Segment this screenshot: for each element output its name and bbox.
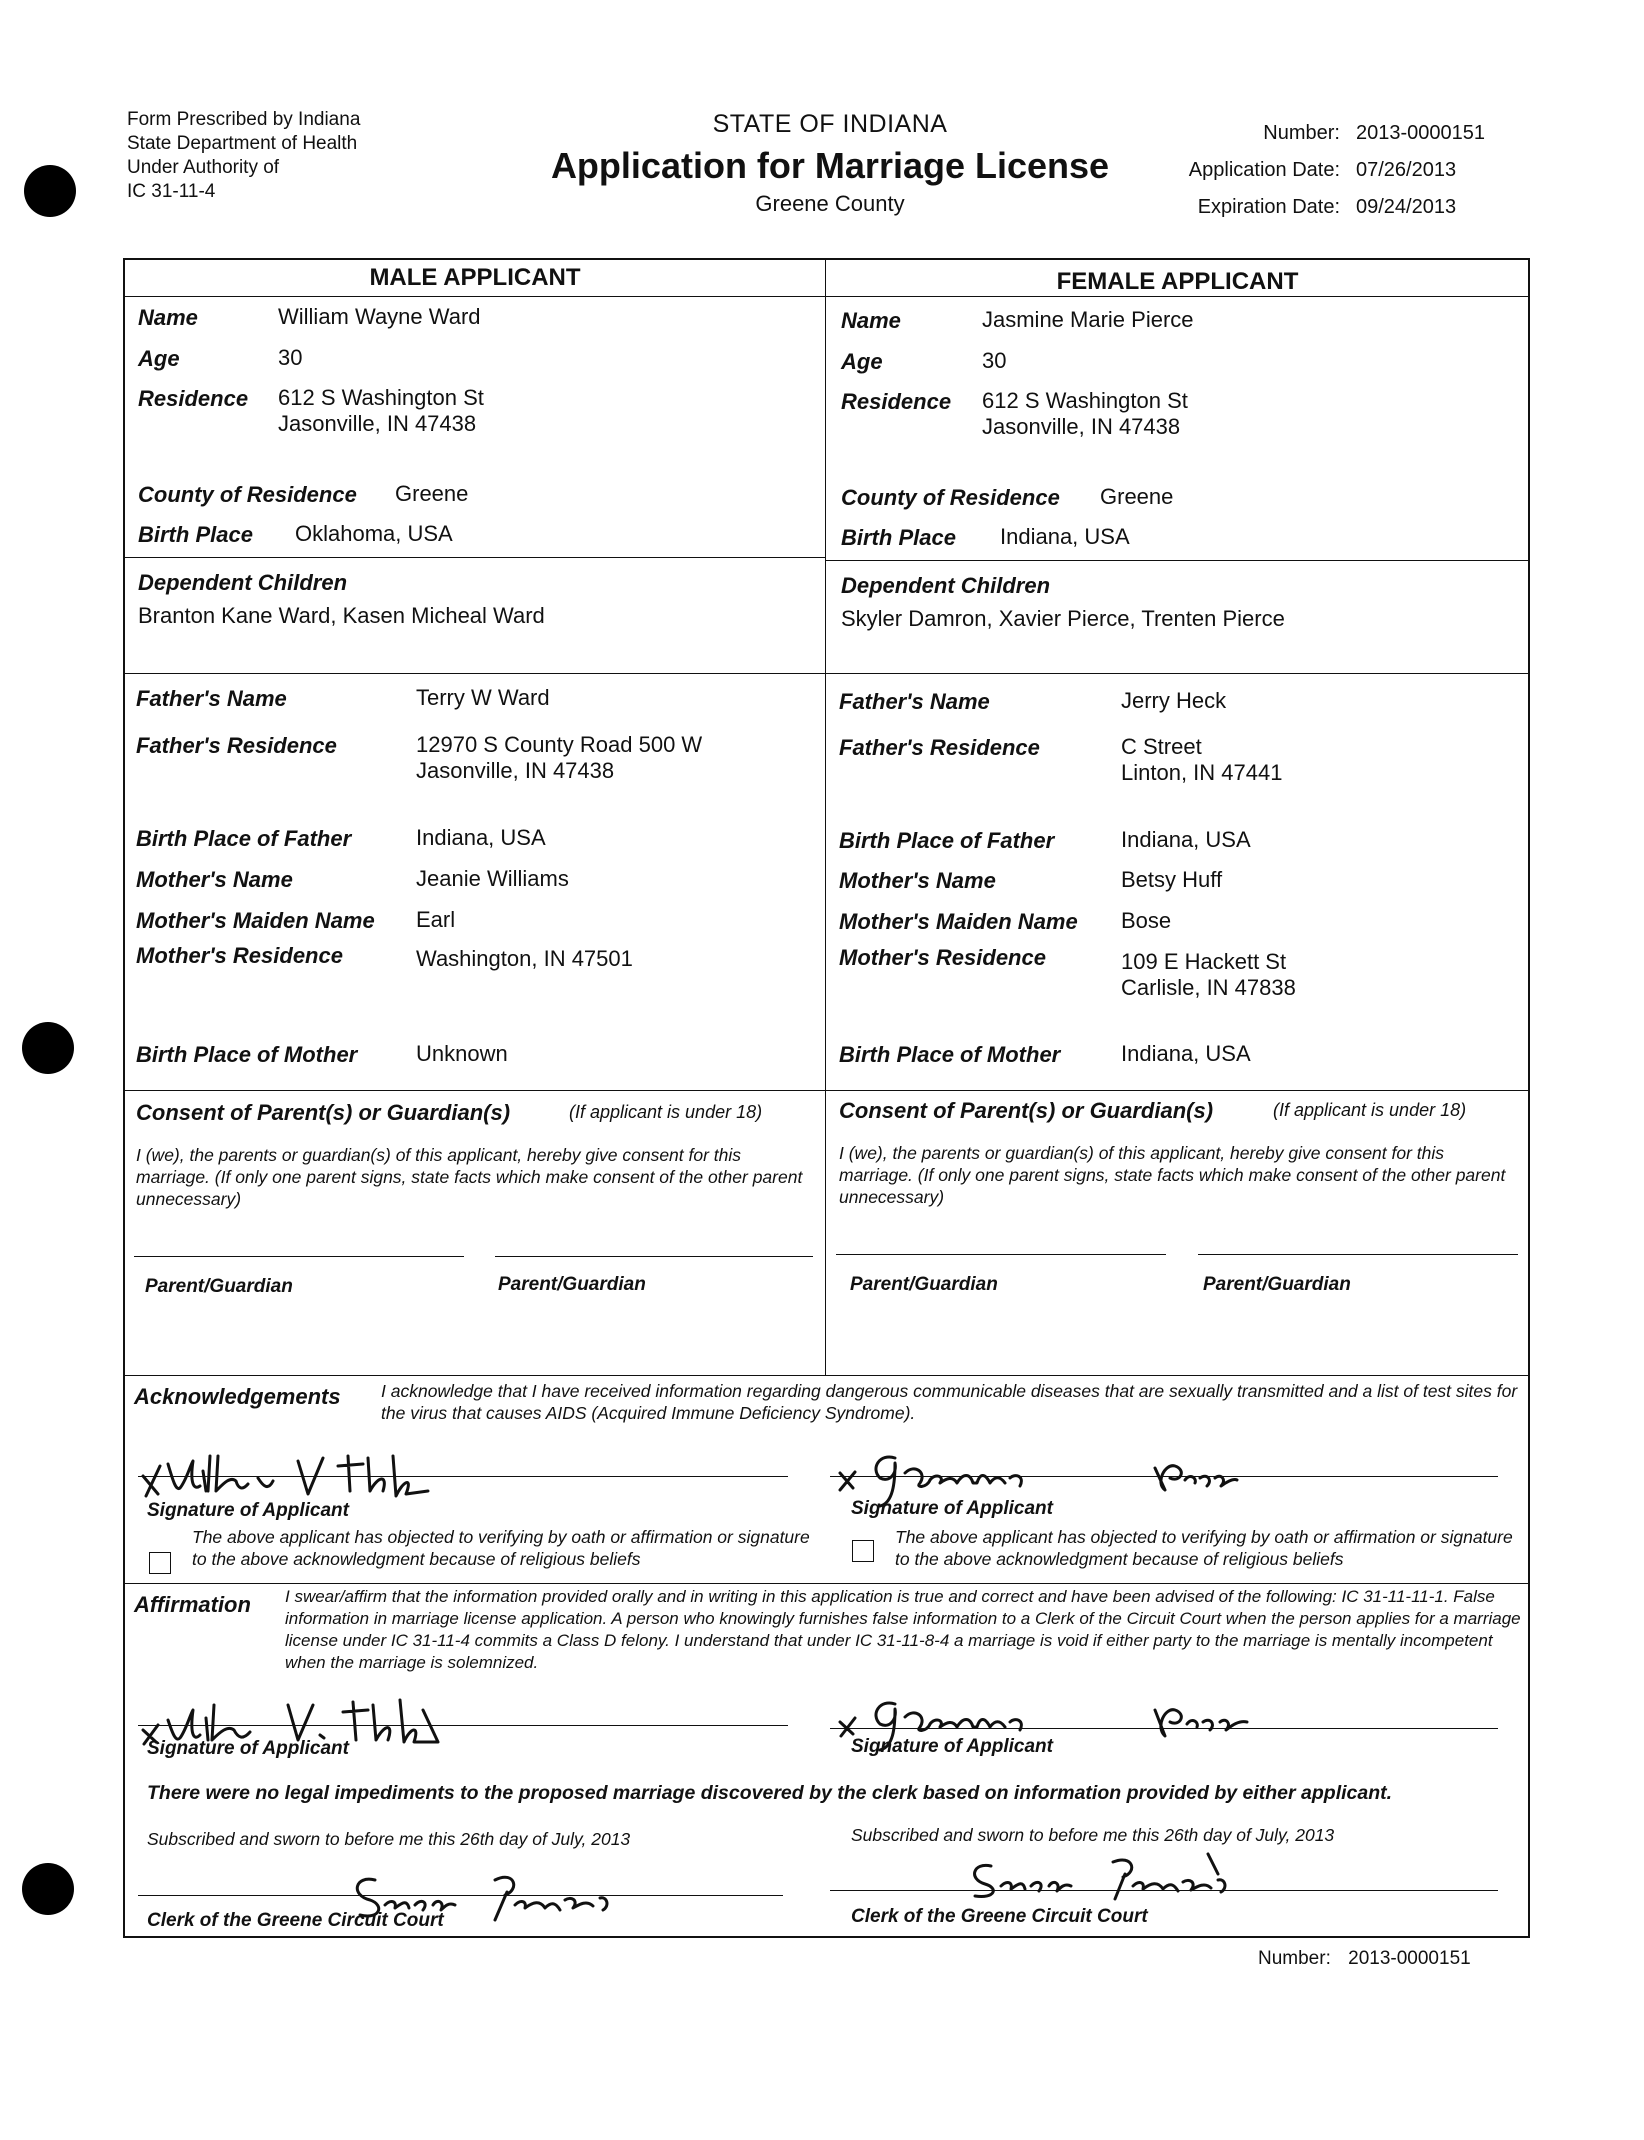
male-name: William Wayne Ward [278, 304, 481, 329]
female-age-label: Age [841, 349, 883, 374]
female-residence-line-1: 612 S Washington St [982, 388, 1188, 413]
female-mother-name: Betsy Huff [1121, 867, 1223, 892]
prescribed-line-1: Form Prescribed by Indiana [127, 109, 361, 130]
female-clerk-label: Clerk of the Greene Circuit Court [851, 1906, 1148, 1927]
female-consent-text: I (we), the parents or guardian(s) of this applicant, hereby give consent for this marriage. (If only one parent signs, state facts which make consent of the other parent unnecessary) [839, 1143, 1506, 1207]
female-applicant-title: FEMALE APPLICANT [1056, 268, 1299, 295]
male-residence-label: Residence [138, 386, 249, 411]
footer-number-value: 2013-0000151 [1348, 1948, 1471, 1969]
female-mother-res-line-1: 109 E Hackett St [1121, 949, 1287, 974]
male-children-label: Dependent Children [138, 570, 348, 595]
male-applicant-title: MALE APPLICANT [369, 264, 581, 291]
female-mother-name-label: Mother's Name [839, 868, 996, 893]
male-father-res-line-1: 12970 S County Road 500 W [416, 732, 703, 757]
male-clerk-signature-line[interactable] [138, 1895, 783, 1896]
male-aff-signature-line[interactable] [138, 1725, 788, 1726]
prescribed-line-4: IC 31-11-4 [127, 181, 216, 202]
state-name: STATE OF INDIANA [712, 110, 948, 138]
male-consent-heading: Consent of Parent(s) or Guardian(s) [136, 1100, 511, 1125]
acknowledgements-text: I acknowledge that I have received information regarding dangerous communicable diseases that are sexually transmitted and a list of test sites for the virus that causes AIDS (Acquired Immune Deficiency Syndrome). [381, 1381, 1518, 1423]
male-father-name: Terry W Ward [416, 685, 550, 710]
expiration-date-label: Expiration Date: [1197, 196, 1340, 218]
female-parent-signature-line-2[interactable] [1198, 1254, 1518, 1255]
male-mother-name-label: Mother's Name [136, 867, 293, 892]
female-name-label: Name [841, 308, 901, 333]
male-father-birth-label: Birth Place of Father [136, 826, 352, 851]
male-consent-note: (If applicant is under 18) [569, 1102, 763, 1122]
form-title: Application for Marriage License [550, 145, 1110, 186]
application-date: 07/26/2013 [1356, 159, 1457, 181]
male-birth-place-label: Birth Place [138, 522, 253, 547]
title-row-divider [125, 296, 1530, 297]
female-father-birth: Indiana, USA [1121, 827, 1251, 852]
prescribed-line-3: Under Authority of [127, 157, 280, 178]
female-mother-birth: Indiana, USA [1121, 1041, 1251, 1066]
male-aff-signature-label: Signature of Applicant [147, 1738, 349, 1759]
female-objection-checkbox[interactable] [852, 1540, 874, 1562]
affirmation-text: I swear/affirm that the information provided orally and in writing in this application is true and correct and have been advised of the following: IC 31-11-11-1. False information in marriage license application. A person who knowingly furnishes false information to a Clerk of the Circuit Court when the person applies for a marriage license under IC 31-11-4 commits a Class D felony. I understand that under IC 31-11-8-4 a marriage is void if either party to the marriage is mentally incompetent when the marriage is solemnized. [285, 1587, 1521, 1672]
male-children: Branton Kane Ward, Kasen Micheal Ward [138, 603, 545, 628]
affirmation-heading: Affirmation [134, 1592, 251, 1617]
male-parent-signature-line-2[interactable] [495, 1256, 813, 1257]
male-county-label: County of Residence [138, 482, 357, 507]
female-father-res-label: Father's Residence [839, 735, 1040, 760]
female-father-res-line-1: C Street [1121, 734, 1202, 759]
female-subscribed-text: Subscribed and sworn to before me this 26th day of July, 2013 [851, 1825, 1335, 1845]
male-mother-res-label: Mother's Residence [136, 943, 343, 968]
female-clerk-signature [963, 1844, 1283, 1904]
male-father-name-label: Father's Name [136, 686, 287, 711]
female-mother-maiden-label: Mother's Maiden Name [839, 909, 1078, 934]
male-mother-name: Jeanie Williams [416, 866, 569, 891]
punch-hole-bottom [22, 1863, 74, 1915]
ack-divider [125, 1375, 1530, 1376]
punch-hole-middle [22, 1022, 74, 1074]
female-parent-guardian-label-2: Parent/Guardian [1203, 1274, 1351, 1295]
female-aff-signature-label: Signature of Applicant [851, 1736, 1053, 1757]
male-clerk-label: Clerk of the Greene Circuit Court [147, 1910, 444, 1931]
female-name: Jasmine Marie Pierce [982, 307, 1194, 332]
female-mother-birth-label: Birth Place of Mother [839, 1042, 1061, 1067]
female-father-res-line-2: Linton, IN 47441 [1121, 760, 1283, 785]
female-birth-place: Indiana, USA [1000, 524, 1130, 549]
form-heading [500, 110, 1160, 217]
female-consent-note: (If applicant is under 18) [1273, 1100, 1467, 1120]
female-residence-label: Residence [841, 389, 952, 414]
female-consent-heading: Consent of Parent(s) or Guardian(s) [839, 1098, 1214, 1123]
male-mother-res-line-1: Washington, IN 47501 [416, 946, 633, 971]
male-parent-guardian-label-1: Parent/Guardian [145, 1276, 293, 1297]
female-parent-guardian-label-1: Parent/Guardian [850, 1274, 998, 1295]
male-age: 30 [278, 345, 303, 370]
male-name-label: Name [138, 305, 198, 330]
male-mother-maiden: Earl [416, 907, 456, 932]
male-subscribed-text: Subscribed and sworn to before me this 26th day of July, 2013 [147, 1829, 631, 1849]
female-ack-signature-line[interactable] [830, 1476, 1498, 1477]
application-form [123, 258, 1530, 1938]
female-children-label: Dependent Children [841, 573, 1051, 598]
female-parent-signature-line-1[interactable] [836, 1254, 1166, 1255]
female-mother-maiden: Bose [1121, 908, 1172, 933]
male-parent-guardian-label-2: Parent/Guardian [498, 1274, 646, 1295]
male-consent-text: I (we), the parents or guardian(s) of this applicant, hereby give consent for this marriage. (If only one parent signs, state facts which make consent of the other parent unnecessary) [136, 1145, 803, 1209]
female-father-name-label: Father's Name [839, 689, 990, 714]
male-residence-line-1: 612 S Washington St [278, 385, 484, 410]
male-father-res-label: Father's Residence [136, 733, 337, 758]
female-children: Skyler Damron, Xavier Pierce, Trenten Pierce [841, 606, 1285, 631]
footer-number [1258, 1948, 1471, 1970]
female-children-divider [825, 560, 1530, 561]
male-objection-checkbox[interactable] [149, 1552, 171, 1574]
female-birth-place-label: Birth Place [841, 525, 956, 550]
male-county: Greene [395, 481, 469, 506]
female-residence-line-2: Jasonville, IN 47438 [982, 414, 1181, 439]
male-parent-signature-line-1[interactable] [134, 1256, 464, 1257]
male-children-divider [125, 557, 825, 558]
male-mother-maiden-label: Mother's Maiden Name [136, 908, 375, 933]
female-ack-signature [835, 1428, 1255, 1508]
male-ack-signature-label: Signature of Applicant [147, 1500, 349, 1521]
number-label: Number: [1263, 122, 1340, 144]
female-father-birth-label: Birth Place of Father [839, 828, 1055, 853]
male-age-label: Age [138, 346, 180, 371]
acknowledgements-heading: Acknowledgements [134, 1384, 341, 1409]
county-name: Greene County [755, 191, 905, 216]
male-ack-signature-line[interactable] [138, 1476, 788, 1477]
footer-number-label: Number: [1258, 1948, 1331, 1969]
male-ack-signature [138, 1436, 478, 1506]
punch-hole-top [24, 165, 76, 217]
parents-divider [125, 673, 1530, 674]
female-ack-signature-label: Signature of Applicant [851, 1498, 1053, 1519]
license-info [1150, 122, 1485, 233]
male-objection-text: The above applicant has objected to verifying by oath or affirmation or signature to the above acknowledgment because of religious beliefs [192, 1527, 810, 1569]
male-father-birth: Indiana, USA [416, 825, 546, 850]
female-aff-signature-line[interactable] [830, 1728, 1498, 1729]
expiration-date: 09/24/2013 [1356, 196, 1457, 218]
column-divider [825, 260, 826, 1375]
female-county-label: County of Residence [841, 485, 1060, 510]
female-mother-res-line-2: Carlisle, IN 47838 [1121, 975, 1296, 1000]
consent-divider [125, 1090, 1530, 1091]
male-father-res-line-2: Jasonville, IN 47438 [416, 758, 615, 783]
male-residence-line-2: Jasonville, IN 47438 [278, 411, 477, 436]
no-impediments-statement: There were no legal impediments to the proposed marriage discovered by the clerk based on information provided by either applicant. [147, 1782, 1393, 1804]
female-mother-res-label: Mother's Residence [839, 945, 1046, 970]
license-number: 2013-0000151 [1356, 122, 1486, 144]
female-father-name: Jerry Heck [1121, 688, 1227, 713]
female-age: 30 [982, 348, 1007, 373]
male-mother-birth-label: Birth Place of Mother [136, 1042, 358, 1067]
female-clerk-signature-line[interactable] [830, 1890, 1498, 1891]
prescribed-line-2: State Department of Health [127, 133, 358, 154]
affirmation-divider [125, 1583, 1530, 1584]
male-birth-place: Oklahoma, USA [295, 521, 453, 546]
female-objection-text: The above applicant has objected to verifying by oath or affirmation or signature to the above acknowledgment because of religious beliefs [895, 1527, 1513, 1569]
male-mother-birth: Unknown [416, 1041, 508, 1066]
prescribed-by-block [127, 108, 360, 204]
female-county: Greene [1100, 484, 1174, 509]
application-date-label: Application Date: [1188, 159, 1340, 181]
